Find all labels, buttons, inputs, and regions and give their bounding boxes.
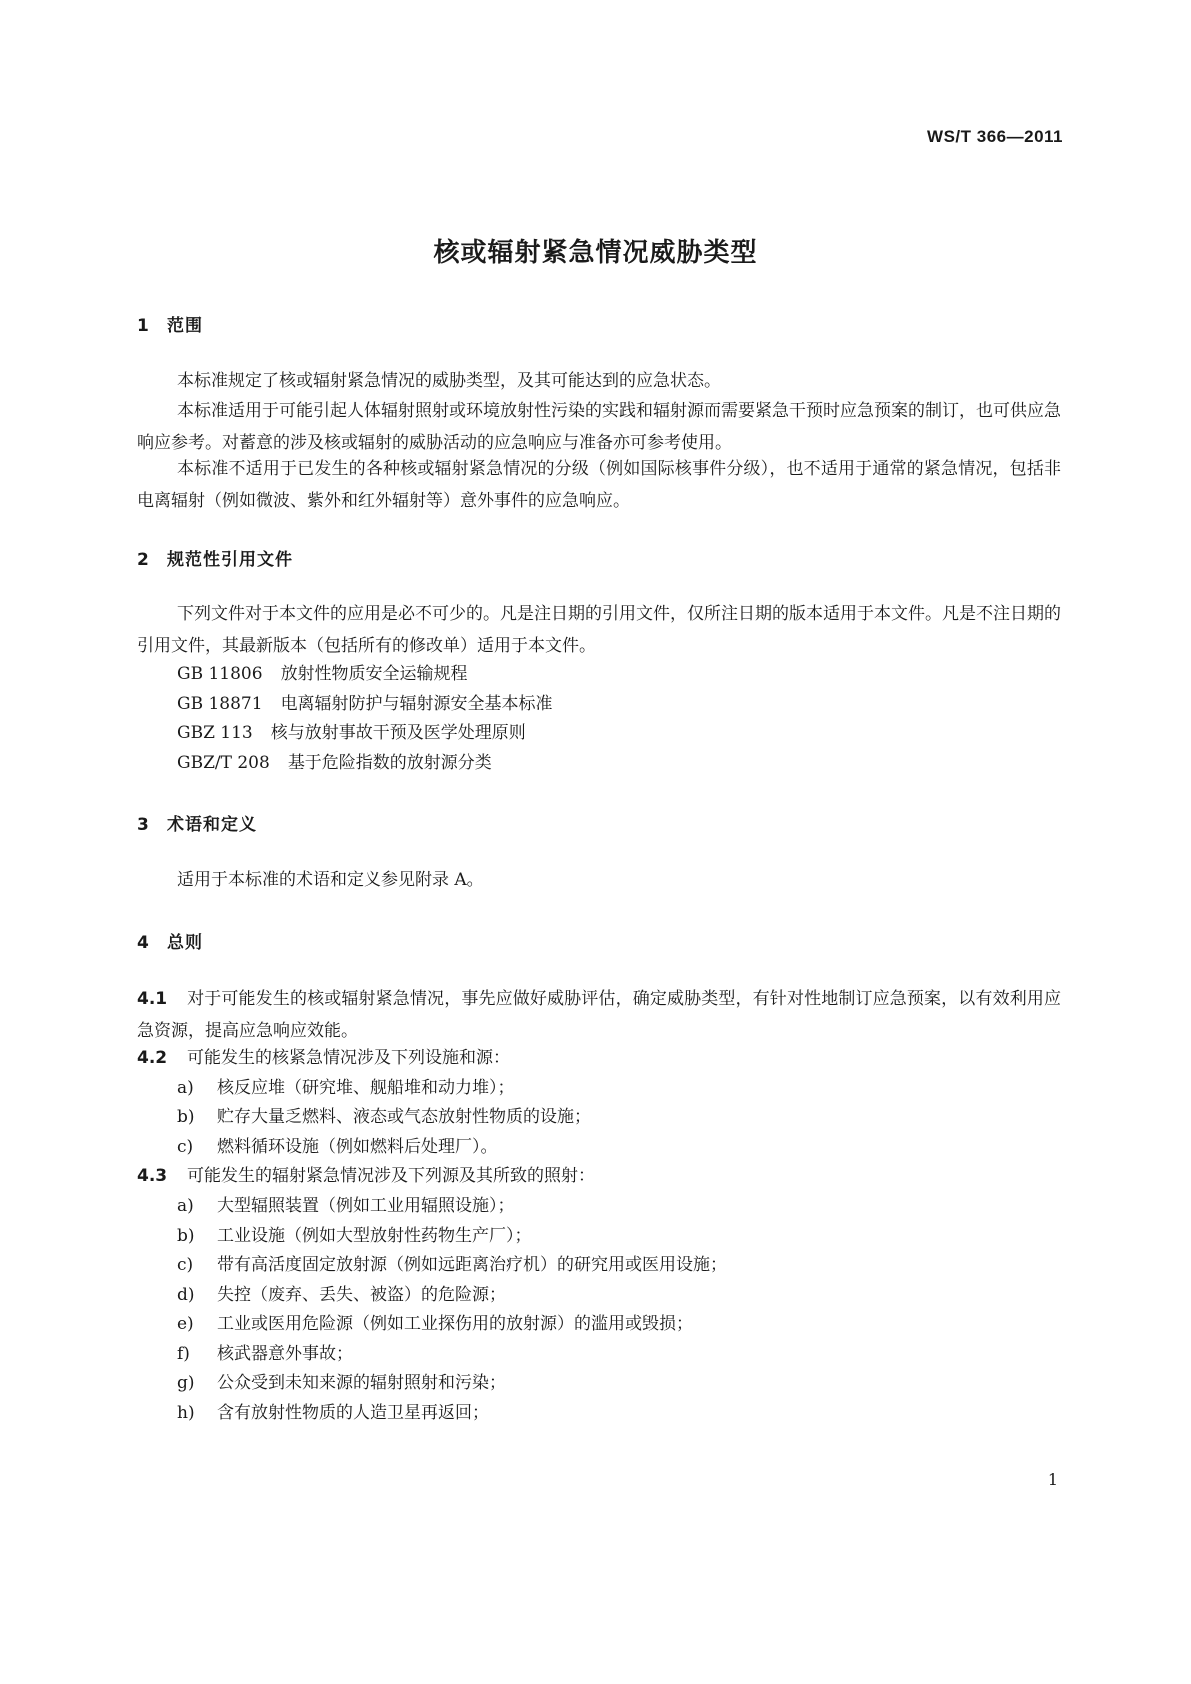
list-text: 工业或医用危险源（例如工业探伤用的放射源）的滥用或毁损； [217, 1314, 693, 1334]
section-title: 总则 [167, 933, 203, 953]
section-title: 范围 [167, 316, 203, 336]
list-text: 大型辐照装置（例如工业用辐照设施）； [217, 1196, 515, 1216]
list-item [177, 1308, 693, 1340]
list-marker: h) [177, 1403, 195, 1423]
list-marker: b) [177, 1107, 195, 1127]
list-text: 带有高活度固定放射源（例如远距离治疗机）的研究用或医用设施； [217, 1255, 727, 1275]
section-number: 3 [137, 815, 150, 835]
section-number: 1 [137, 316, 150, 336]
list-marker: c) [177, 1137, 194, 1157]
list-marker: e) [177, 1314, 194, 1334]
list-text: 失控（废弃、丢失、被盗）的危险源； [217, 1285, 506, 1305]
reference-item [177, 747, 492, 779]
reference-item [177, 688, 553, 720]
list-text: 公众受到未知来源的辐射照射和污染； [217, 1373, 506, 1393]
reference-item [177, 717, 526, 749]
reference-title: 核与放射事故干预及医学处理原则 [270, 723, 526, 743]
list-item [177, 1249, 727, 1281]
reference-title: 电离辐射防护与辐射源安全基本标准 [280, 694, 553, 714]
section-4-heading [137, 928, 203, 953]
reference-code: GBZ/T 208 [177, 753, 270, 773]
list-marker: b) [177, 1226, 195, 1246]
section-number: 2 [137, 550, 150, 570]
reference-code: GB 18871 [177, 694, 263, 714]
list-item [177, 1220, 532, 1252]
list-item [177, 1279, 506, 1311]
section-title: 术语和定义 [167, 815, 257, 835]
clause-number: 4.2 [137, 1048, 168, 1068]
clause-text: 对于可能发生的核或辐射紧急情况，事先应做好威胁评估，确定威胁类型，有针对性地制订应急预案，以有效利用应急资源，提高应急响应效能。 [137, 989, 1061, 1041]
clause-number: 4.1 [137, 989, 168, 1009]
reference-title: 基于危险指数的放射源分类 [287, 753, 492, 773]
clause-number: 4.3 [137, 1166, 168, 1186]
list-text: 含有放射性物质的人造卫星再返回； [217, 1403, 489, 1423]
clause-4-3 [137, 1160, 1061, 1192]
list-item [177, 1190, 515, 1222]
list-item [177, 1338, 353, 1370]
list-marker: c) [177, 1255, 194, 1275]
list-marker: g) [177, 1373, 195, 1393]
list-text: 核武器意外事故； [217, 1344, 353, 1364]
list-item [177, 1397, 489, 1429]
reference-code: GBZ 113 [177, 723, 253, 743]
list-text: 燃料循环设施（例如燃料后处理厂）。 [217, 1137, 498, 1157]
list-marker: d) [177, 1285, 195, 1305]
clause-4-1 [137, 983, 1061, 1047]
list-marker: f) [177, 1344, 190, 1364]
reference-title: 放射性物质安全运输规程 [280, 664, 468, 684]
list-marker: a) [177, 1078, 194, 1098]
reference-item [177, 658, 468, 690]
reference-code: GB 11806 [177, 664, 263, 684]
section-title: 规范性引用文件 [167, 550, 293, 570]
list-text: 核反应堆（研究堆、舰船堆和动力堆）； [217, 1078, 515, 1098]
list-item [177, 1367, 506, 1399]
clause-4-2 [137, 1042, 1061, 1074]
paragraph: 下列文件对于本文件的应用是必不可少的。凡是注日期的引用文件，仅所注日期的版本适用于本文件。凡是不注日期的引用文件，其最新版本（包括所有的修改单）适用于本文件。 [137, 604, 1061, 656]
clause-text: 可能发生的核紧急情况涉及下列设施和源： [187, 1048, 510, 1068]
paragraph: 本标准不适用于已发生的各种核或辐射紧急情况的分级（例如国际核事件分级），也不适用于通常的紧急情况，包括非电离辐射（例如微波、紫外和红外辐射等）意外事件的应急响应。 [137, 459, 1061, 511]
list-item [177, 1072, 515, 1104]
clause-text: 可能发生的辐射紧急情况涉及下列源及其所致的照射： [187, 1166, 595, 1186]
paragraph: 本标准适用于可能引起人体辐射照射或环境放射性污染的实践和辐射源而需要紧急干预时应急预案的制订，也可供应急响应参考。对蓄意的涉及核或辐射的威胁活动的应急响应与准备亦可参考使用。 [137, 401, 1061, 453]
list-marker: a) [177, 1196, 194, 1216]
page-number: 1 [1047, 1470, 1058, 1489]
section-1-heading [137, 311, 203, 336]
list-item [177, 1131, 498, 1163]
standard-code: WS/T 366—2011 [927, 127, 1063, 146]
section-3-heading [137, 810, 257, 835]
list-text: 贮存大量乏燃料、液态或气态放射性物质的设施； [217, 1107, 591, 1127]
paragraph: 适用于本标准的术语和定义参见附录 A。 [177, 870, 484, 890]
list-item [177, 1101, 591, 1133]
section-number: 4 [137, 933, 150, 953]
document-title: 核或辐射紧急情况威胁类型 [433, 238, 758, 268]
list-text: 工业设施（例如大型放射性药物生产厂）； [217, 1226, 532, 1246]
paragraph: 本标准规定了核或辐射紧急情况的威胁类型，及其可能达到的应急状态。 [177, 371, 721, 391]
section-2-heading [137, 545, 293, 570]
